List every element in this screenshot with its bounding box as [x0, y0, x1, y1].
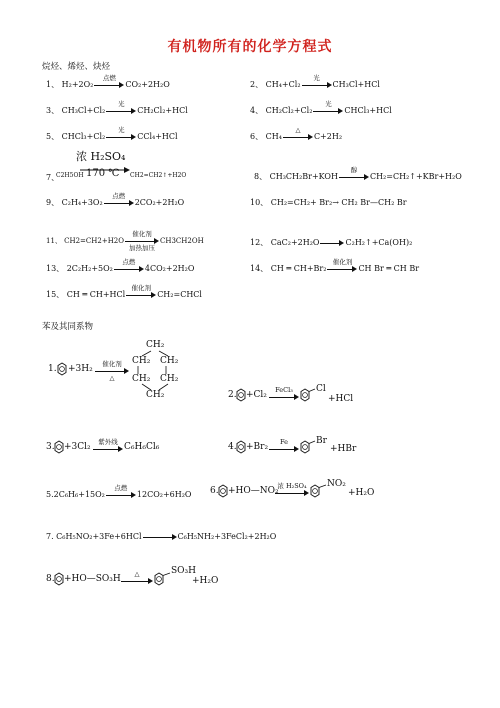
benzene-equation-8: 8. +HO—SO₃H △ SO₃H +H₂O [46, 566, 219, 586]
equation-9: 9、 C₂H₄+3O₂ 点燃 2CO₂+2H₂O [46, 192, 185, 207]
benzene-equation-2: 2. +Cl₂ FeCl₃ Cl +HCl [228, 384, 354, 404]
page-title: 有机物所有的化学方程式 [167, 39, 333, 55]
benzene-equation-3: 3. +3Cl₂ 紫外线 C₆H₆Cl₆ [46, 437, 160, 452]
benzene-ring-icon [54, 440, 64, 454]
reaction-arrow: 光 [313, 108, 343, 114]
cyclohexane-bonds [132, 348, 182, 394]
benzene-equation-1: 1. +3H₂ 催化剂 △ CH₂ CH₂ CH₂ CH₂ CH₂ CH₂ [48, 338, 198, 400]
equation-12: 12、 CaC₂+2H₂O C₂H₂↑+Ca(OH)₂ [250, 238, 413, 247]
reaction-arrow: 光 [106, 108, 136, 114]
reaction-arrow: 醇 [339, 174, 369, 180]
reaction-arrow: 光 [106, 134, 136, 140]
equation-15: 15、 CH ═ CH+HCl 催化剂 CH₂=CHCl [46, 284, 202, 299]
reaction-arrow: 光 [302, 82, 332, 88]
benzene-ring-icon [236, 440, 246, 454]
reaction-arrow: △ [121, 578, 153, 584]
benzene-ring-icon [218, 484, 228, 498]
equation-3: 3、 CH₃Cl+Cl₂ 光 CH₂Cl₂+HCl [46, 100, 188, 115]
reaction-arrow: Fe [269, 446, 299, 452]
equation-11: 11、 CH2=CH2+H2O 催化剂 加热加压 CH3CH2OH [46, 230, 204, 252]
reaction-arrow: 浓 H₂SO₄ [275, 490, 309, 496]
equation-13: 13、 2C₂H₂+5O₂ 点燃 4CO₂+2H₂O [46, 258, 195, 273]
section-heading-benzene: 苯及其同系物 [42, 322, 94, 332]
equation-6: 6、 CH₄ △ C+2H₂ [250, 126, 343, 141]
benzene-ring-icon [236, 388, 246, 402]
reaction-arrow: 紫外线 [93, 446, 123, 452]
benzene-equation-5: 5.2C₆H₆+15O₂ 点燃 12CO₂+6H₂O [46, 484, 192, 499]
equation-5: 5、 CHCl₃+Cl₂ 光 CCl₄+HCl [46, 126, 178, 141]
reaction-arrow [143, 534, 177, 540]
benzene-equation-4: 4. +Br₂ Fe Br +HBr [228, 436, 357, 454]
reaction-arrow: 催化剂 [126, 292, 156, 298]
reaction-arrow: 催化剂 △ [95, 368, 129, 374]
equation-8: 8、 CH₃CH₂Br+KOH 醇 CH₂=CH₂↑+KBr+H₂O [254, 166, 462, 181]
section-heading-alkanes: 烷烃、烯烃、炔烃 [42, 62, 111, 72]
reaction-arrow: FeCl₃ [269, 394, 299, 400]
reaction-arrow: 催化剂 加热加压 [125, 238, 159, 244]
benzene-ring-icon [57, 362, 67, 376]
reaction-arrow: 点燃 [104, 200, 134, 206]
benzene-equation-6: 6. +HO—NO₂ 浓 H₂SO₄ NO₂ +H₂O [210, 479, 375, 498]
equation-10: 10、 CH₂=CH₂+ Br₂→ CH₂ Br—CH₂ Br [250, 198, 407, 207]
benzene-equation-7: 7. C₆H₅NO₂+3Fe+6HCl C₆H₅NH₂+3FeCl₂+2H₂O [46, 532, 277, 541]
reaction-arrow [320, 240, 344, 246]
reaction-arrow: 点燃 [114, 266, 144, 272]
equation-14: 14、 CH ═ CH+Br₂ 催化剂 CH Br ═ CH Br [250, 258, 420, 273]
benzene-ring-icon [54, 572, 64, 586]
equation-1: 1、 H₂+2O₂ 点燃 CO₂+2H₂O [46, 74, 170, 89]
reaction-arrow: 催化剂 [327, 266, 357, 272]
equation-2: 2、 CH₄+Cl₂ 光 CH₃Cl+HCl [250, 74, 380, 89]
equation-4: 4、 CH₂Cl₂+Cl₂ 光 CHCl₃+HCl [250, 100, 392, 115]
equation-7: 浓 H₂SO₄ 7、 C2H5OH 170 ℃ CH2=CH2↑+H2O [46, 150, 187, 182]
reaction-arrow: △ [283, 134, 313, 140]
reaction-arrow: 点燃 [106, 492, 136, 498]
reaction-arrow: 点燃 [94, 82, 124, 88]
